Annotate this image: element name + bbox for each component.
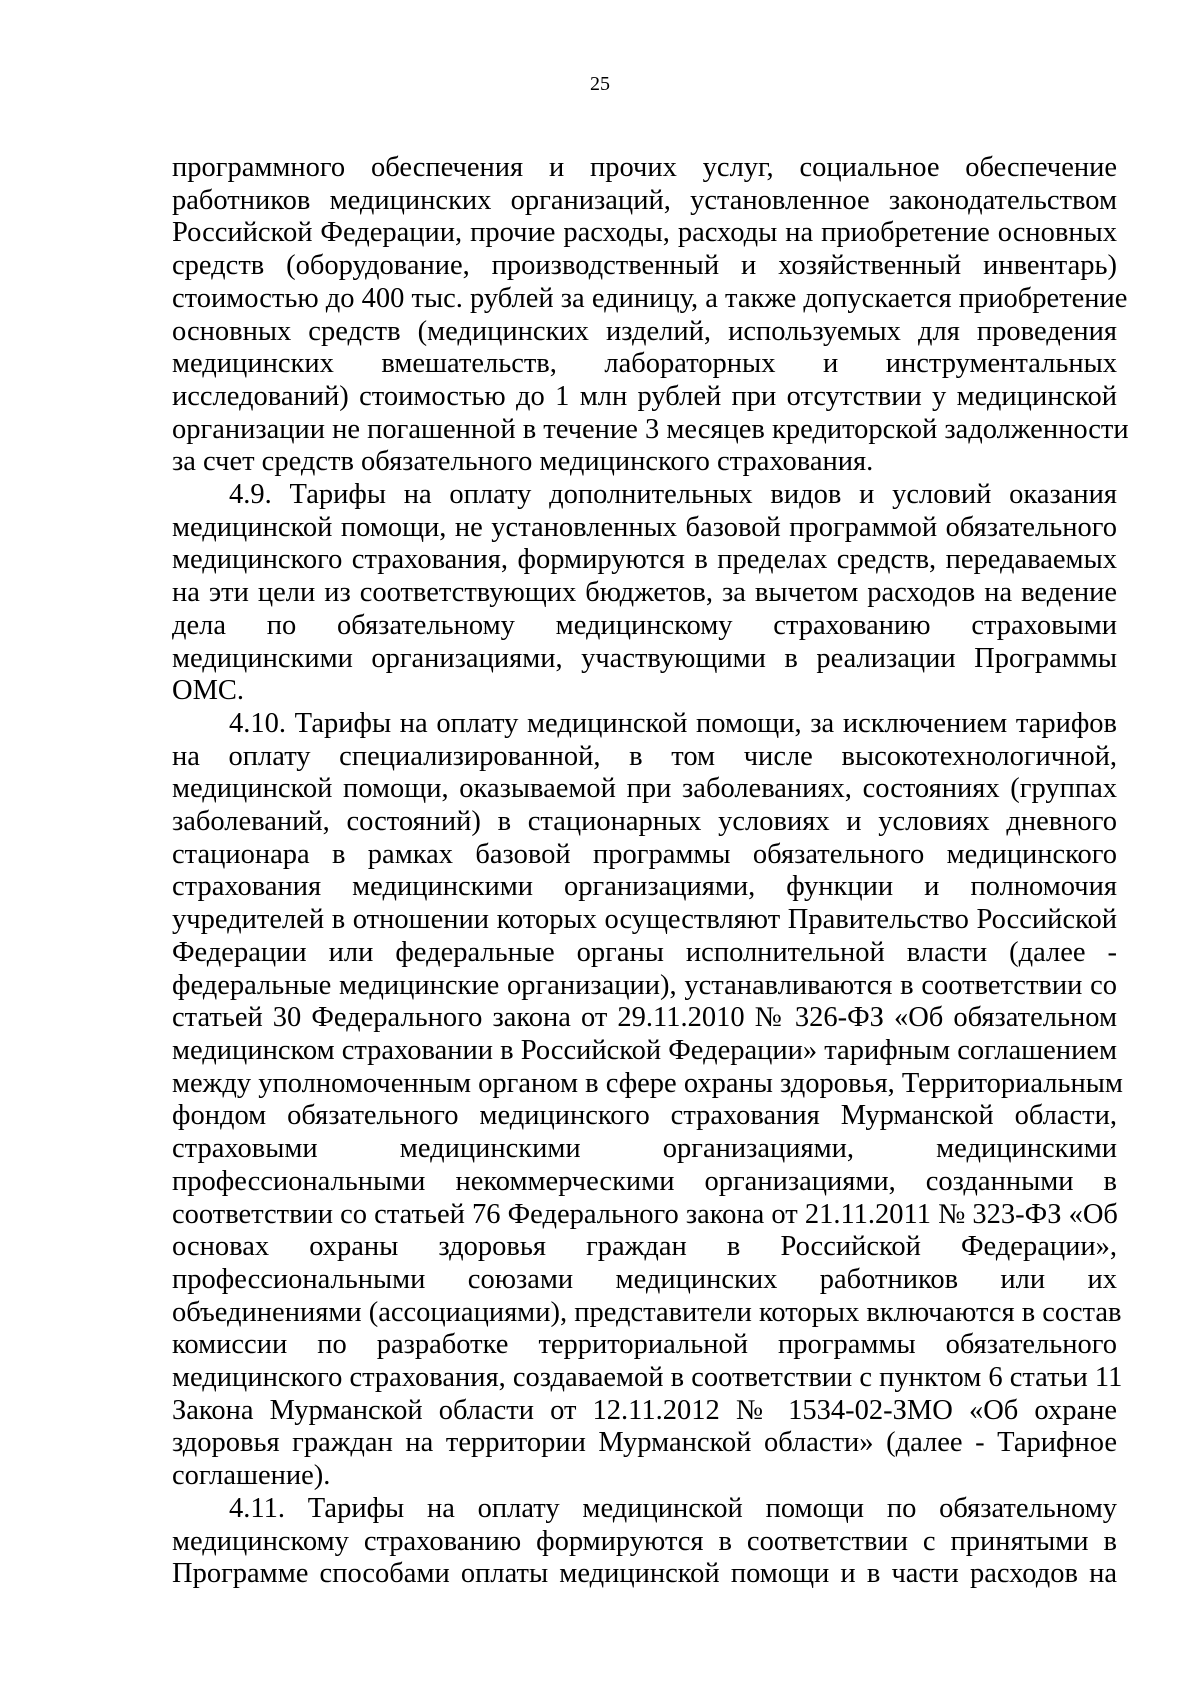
text-line: 4.9. Тарифы на оплату дополнительных видов и условий оказания <box>229 479 1117 511</box>
text-line: на эти цели из соответствующих бюджетов, за вычетом расходов на ведение <box>172 577 1117 609</box>
text-line: здоровья граждан на территории Мурманской области» (далее - Тарифное <box>172 1427 1117 1459</box>
text-line: за счет средств обязательного медицинского страхования. <box>172 446 874 478</box>
text-line: профессиональными некоммерческими организациями, созданными в <box>172 1165 1117 1197</box>
text-line: соглашение). <box>172 1460 331 1492</box>
text-line: медицинской помощи, оказываемой при заболеваниях, состояниях (группах <box>172 773 1117 805</box>
text-line: основах охраны здоровья граждан в Российской Федерации», <box>172 1231 1117 1263</box>
text-line: страхования медицинскими организациями, функции и полномочия <box>172 871 1117 903</box>
text-line: 4.10. Тарифы на оплату медицинской помощи, за исключением тарифов <box>229 707 1117 739</box>
page-number: 25 <box>590 73 610 95</box>
text-line: федеральные медицинские организации), устанавливаются в соответствии со <box>172 969 1117 1001</box>
text-line: ОМС. <box>172 675 245 707</box>
text-line: учредителей в отношении которых осуществляют Правительство Российской <box>172 904 1117 936</box>
text-line: медицинскому страхованию формируются в соответствии с принятыми в <box>172 1525 1117 1557</box>
text-line: на оплату специализированной, в том числе высокотехнологичной, <box>172 740 1117 772</box>
text-line: средств (оборудование, производственный и хозяйственный инвентарь) <box>172 250 1117 282</box>
text-line: комиссии по разработке территориальной программы обязательного <box>172 1329 1117 1361</box>
text-line: Программе способами оплаты медицинской помощи и в части расходов на <box>172 1558 1117 1590</box>
text-line: медицинском страховании в Российской Федерации» тарифным соглашением <box>172 1034 1118 1066</box>
text-line: медицинского страхования, формируются в пределах средств, передаваемых <box>172 544 1117 576</box>
text-line: Закона Мурманской области от 12.11.2012 № 1534-02-ЗМО «Об охране <box>172 1394 1117 1426</box>
text-line: организации не погашенной в течение 3 месяцев кредиторской задолженности <box>172 413 1129 445</box>
text-line: страховыми медицинскими организациями, медицинскими <box>172 1133 1117 1165</box>
text-line: медицинских вмешательств, лабораторных и инструментальных <box>172 348 1117 380</box>
text-line: соответствии со статьей 76 Федерального закона от 21.11.2011 № 323-ФЗ «Об <box>172 1198 1118 1230</box>
paragraph-4-11 <box>172 1493 1117 1591</box>
text-line: объединениями (ассоциациями), представители которых включаются в состав <box>172 1296 1122 1328</box>
text-line: основных средств (медицинских изделий, используемых для проведения <box>172 315 1117 347</box>
text-line: между уполномоченным органом в сфере охраны здоровья, Территориальным <box>172 1067 1123 1099</box>
text-line: Российской Федерации, прочие расходы, расходы на приобретение основных <box>172 217 1117 249</box>
text-line: Федерации или федеральные органы исполнительной власти (далее - <box>172 936 1117 968</box>
text-line: статьей 30 Федерального закона от 29.11.2010 № 326-ФЗ «Об обязательном <box>172 1002 1117 1034</box>
text-line: заболеваний, состояний) в стационарных условиях и условиях дневного <box>172 806 1117 838</box>
text-line: медицинского страхования, создаваемой в соответствии с пунктом 6 статьи 11 <box>172 1362 1123 1394</box>
text-line: работников медицинских организаций, установленное законодательством <box>172 184 1117 216</box>
text-line: 4.11. Тарифы на оплату медицинской помощи по обязательному <box>229 1492 1117 1524</box>
text-line: стоимостью до 400 тыс. рублей за единицу, а также допускается приобретение <box>172 282 1128 314</box>
text-line: профессиональными союзами медицинских работников или их <box>172 1263 1117 1295</box>
paragraph-4-9 <box>172 479 1117 708</box>
text-line: фондом обязательного медицинского страхования Мурманской области, <box>172 1100 1117 1132</box>
paragraph-4-8-continuation <box>172 152 1129 479</box>
text-line: программного обеспечения и прочих услуг, социальное обеспечение <box>172 152 1117 183</box>
document-body <box>172 152 1129 1591</box>
paragraph-4-10 <box>172 707 1123 1493</box>
text-line: исследований) стоимостью до 1 млн рублей при отсутствии у медицинской <box>172 380 1117 412</box>
text-line: стационара в рамках базовой программы обязательного медицинского <box>172 838 1117 870</box>
text-line: дела по обязательному медицинскому страхованию страховыми <box>172 609 1117 641</box>
text-line: медицинскими организациями, участвующими в реализации Программы <box>172 642 1117 674</box>
text-line: медицинской помощи, не установленных базовой программой обязательного <box>172 511 1117 543</box>
